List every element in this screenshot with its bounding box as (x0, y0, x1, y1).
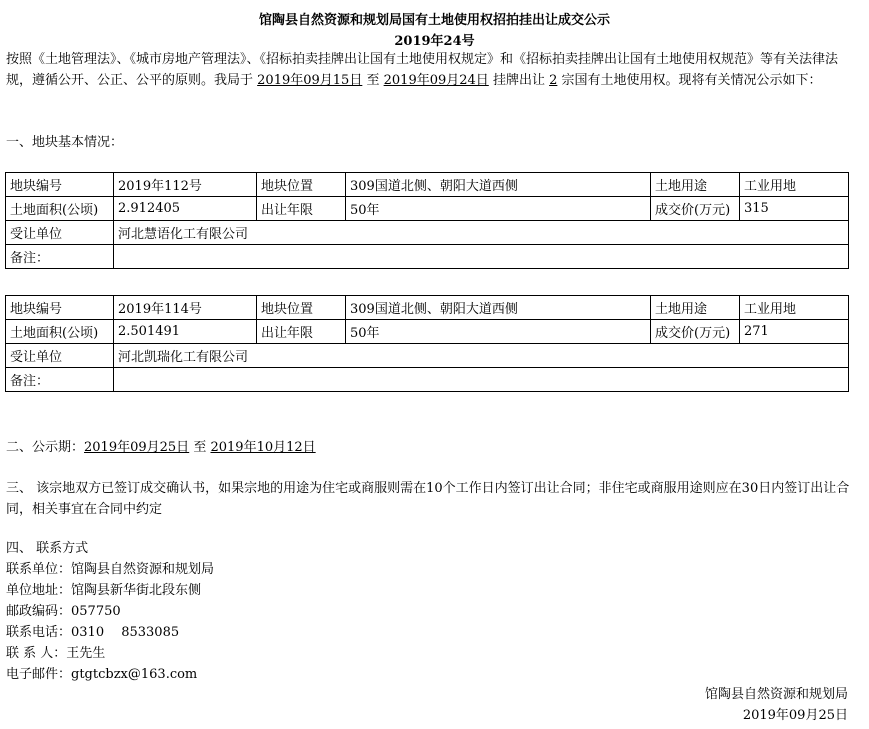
term-value: 50年 (346, 197, 651, 221)
signature-date: 2019年09月25日 (742, 708, 848, 723)
label-parcel-no: 地块编号 (6, 173, 114, 197)
intro-mid: 挂牌出让 (492, 73, 545, 88)
area-value: 2.912405 (114, 197, 257, 221)
transferee-value: 河北凯瑞化工有限公司 (114, 344, 849, 368)
location-value: 309国道北侧、朝阳大道西侧 (346, 296, 651, 320)
publicity-end-date: 2019年10月12日 (210, 440, 316, 455)
parcel-no-value: 2019年114号 (114, 296, 257, 320)
parcel-no-value: 2019年112号 (114, 173, 257, 197)
publicity-start-date: 2019年09月25日 (84, 440, 190, 455)
contact-phone: 联系电话：0310 8533085 (6, 625, 180, 640)
contact-postcode: 邮政编码：057750 (6, 604, 121, 619)
label-location: 地块位置 (257, 296, 346, 320)
transferee-value: 河北慧语化工有限公司 (114, 221, 849, 245)
intro-paragraph (6, 49, 861, 91)
parcel-table-1 (5, 172, 849, 269)
label-remarks: 备注： (6, 368, 114, 392)
use-value: 工业用地 (740, 173, 849, 197)
notice-number: 2019年24号 (394, 34, 475, 49)
parcel-table-2 (5, 295, 849, 392)
listing-start-date: 2019年09月15日 (257, 73, 363, 88)
table-row (6, 197, 849, 221)
remarks-value (114, 245, 849, 269)
table-row (6, 320, 849, 344)
label-area: 土地面积(公顷) (6, 320, 114, 344)
parcel-count: 2 (549, 73, 558, 88)
label-remarks: 备注： (6, 245, 114, 269)
publicity-period (6, 438, 316, 458)
use-value: 工业用地 (740, 296, 849, 320)
table-row (6, 245, 849, 269)
label-use: 土地用途 (651, 296, 740, 320)
section1-heading: 一、地块基本情况： (6, 135, 124, 150)
price-value: 271 (740, 320, 849, 344)
label-use: 土地用途 (651, 173, 740, 197)
label-price: 成交价(万元) (651, 197, 740, 221)
contact-address: 单位地址：馆陶县新华街北段东侧 (6, 583, 202, 598)
price-value: 315 (740, 197, 849, 221)
label-term: 出让年限 (257, 320, 346, 344)
area-value: 2.501491 (114, 320, 257, 344)
contact-person: 联 系 人：王先生 (6, 646, 106, 661)
table-row (6, 296, 849, 320)
publicity-label: 二、公示期： (6, 440, 85, 455)
label-price: 成交价(万元) (651, 320, 740, 344)
contact-email: 电子邮件：gtgtcbzx@163.com (6, 667, 198, 682)
signature-org: 馆陶县自然资源和规划局 (704, 687, 848, 702)
publicity-to: 至 (193, 440, 207, 455)
contract-paragraph: 三、 该宗地双方已签订成交确认书，如果宗地的用途为住宅或商服则需在10个工作日内签订出让合同；非住宅或商服用途则应在30日内签订出让合同，相关事宜在合同中约定 (6, 481, 850, 517)
intro-prefix: 按照《土地管理法》、《城市房地产管理法》、《招标拍卖挂牌出让国有土地使用权规定》和《招标拍卖挂牌出让国有土地使用权规范》等有关法律法规，遵循公开、公正、公平的原则。我局于 (6, 52, 839, 88)
intro-to: 至 (366, 73, 380, 88)
table-row (6, 173, 849, 197)
label-area: 土地面积(公顷) (6, 197, 114, 221)
table-row (6, 344, 849, 368)
contact-unit: 联系单位：馆陶县自然资源和规划局 (6, 562, 215, 577)
notice-title: 馆陶县自然资源和规划局国有土地使用权招拍挂出让成交公示 (258, 13, 610, 28)
intro-suffix: 宗国有土地使用权。现将有关情况公示如下： (561, 73, 822, 88)
term-value: 50年 (346, 320, 651, 344)
table-row (6, 221, 849, 245)
label-transferee: 受让单位 (6, 344, 114, 368)
label-location: 地块位置 (257, 173, 346, 197)
location-value: 309国道北侧、朝阳大道西侧 (346, 173, 651, 197)
label-parcel-no: 地块编号 (6, 296, 114, 320)
table-row (6, 368, 849, 392)
listing-end-date: 2019年09月24日 (383, 73, 489, 88)
label-term: 出让年限 (257, 197, 346, 221)
contact-heading: 四、 联系方式 (6, 541, 89, 556)
remarks-value (114, 368, 849, 392)
label-transferee: 受让单位 (6, 221, 114, 245)
